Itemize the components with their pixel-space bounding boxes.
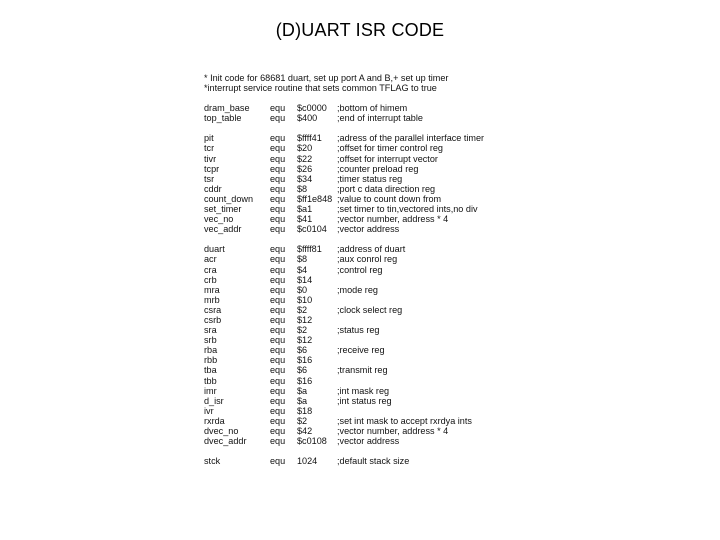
- symbol-value: $14: [297, 274, 313, 285]
- directive: equ: [270, 173, 286, 184]
- symbol-label: rba: [204, 345, 218, 356]
- code-line: [204, 406, 504, 416]
- directive: equ: [270, 143, 286, 154]
- symbol-label: mra: [204, 284, 220, 295]
- code-line: [204, 204, 504, 214]
- symbol-value: $34: [297, 173, 313, 184]
- directive: equ: [270, 395, 286, 406]
- directive: equ: [270, 193, 286, 204]
- directive: equ: [270, 284, 286, 295]
- directive: equ: [270, 325, 286, 336]
- line-comment: ;mode reg: [337, 284, 378, 295]
- symbol-label: cra: [204, 264, 217, 275]
- symbol-label: vec_no: [204, 214, 234, 225]
- code-line: [204, 456, 504, 466]
- symbol-label: set_timer: [204, 204, 242, 215]
- symbol-value: $12: [297, 335, 313, 346]
- code-line: [204, 103, 504, 113]
- code-line: [204, 396, 504, 406]
- group-gap: [204, 123, 504, 133]
- line-comment: ;value to count down from: [337, 193, 442, 204]
- symbol-label: dvec_addr: [204, 436, 247, 447]
- code-line: [204, 184, 504, 194]
- code-line: [204, 365, 504, 375]
- line-comment: ;default stack size: [337, 456, 410, 467]
- line-comment: ;offset for timer control reg: [337, 143, 443, 154]
- group-gap: [204, 234, 504, 244]
- code-line: [204, 315, 504, 325]
- symbol-value: $6: [297, 345, 308, 356]
- line-comment: ;vector number, address * 4: [337, 214, 449, 225]
- symbol-value: $20: [297, 143, 313, 154]
- group-gap: [204, 93, 504, 103]
- line-comment: ;offset for interrupt vector: [337, 153, 438, 164]
- directive: equ: [270, 133, 286, 144]
- line-comment: ;adress of the parallel interface timer: [337, 133, 485, 144]
- line-comment: ;int status reg: [337, 395, 392, 406]
- symbol-value: $2: [297, 325, 308, 336]
- directive: equ: [270, 456, 286, 467]
- symbol-value: $a1: [297, 204, 313, 215]
- symbol-value: $26: [297, 163, 313, 174]
- code-line: [204, 154, 504, 164]
- line-comment: ;end of interrupt table: [337, 113, 423, 124]
- line-comment: ;set int mask to accept rxrdya ints: [337, 415, 472, 426]
- symbol-value: $ffff41: [297, 133, 322, 144]
- symbol-label: acr: [204, 254, 217, 265]
- code-line: [204, 244, 504, 254]
- line-comment: ;counter preload reg: [337, 163, 419, 174]
- header-comment: * Init code for 68681 duart, set up port A and B,+ set up timer: [204, 73, 449, 83]
- group-gap: [204, 446, 504, 456]
- code-line: [204, 305, 504, 315]
- symbol-label: count_down: [204, 193, 254, 204]
- code-line: [204, 295, 504, 305]
- line-comment: [337, 315, 504, 325]
- symbol-value: $10: [297, 294, 313, 305]
- symbol-value: $12: [297, 314, 313, 325]
- line-comment: ;bottom of himem: [337, 103, 408, 114]
- code-line: [204, 355, 504, 365]
- code-line: [204, 285, 504, 295]
- directive: equ: [270, 426, 286, 436]
- directive: equ: [270, 335, 286, 346]
- symbol-label: rbb: [204, 355, 218, 366]
- directive: equ: [270, 355, 286, 366]
- symbol-value: $c0000: [297, 103, 327, 114]
- symbol-value: $a: [297, 385, 308, 396]
- symbol-label: tsr: [204, 173, 215, 184]
- symbol-label: srb: [204, 335, 217, 346]
- code-line: [204, 164, 504, 174]
- slide-title: (D)UART ISR CODE: [275, 20, 445, 40]
- code-line: [204, 426, 504, 436]
- symbol-label: tcpr: [204, 163, 220, 174]
- symbol-value: $8: [297, 254, 308, 265]
- code-line: [204, 174, 504, 184]
- symbol-label: ivr: [204, 405, 214, 416]
- symbol-label: d_isr: [204, 395, 224, 406]
- directive: equ: [270, 113, 286, 124]
- symbol-label: imr: [204, 385, 217, 396]
- line-comment: ;receive reg: [337, 345, 385, 356]
- line-comment: ;address of duart: [337, 244, 406, 255]
- directive: equ: [270, 304, 286, 315]
- line-comment: ;vector address: [337, 224, 400, 235]
- symbol-label: rxrda: [204, 415, 225, 426]
- directive: equ: [270, 415, 286, 426]
- symbol-label: dram_base: [204, 103, 250, 114]
- symbol-value: $8: [297, 183, 308, 194]
- directive: equ: [270, 314, 286, 325]
- line-comment: ;set timer to tin,vectored ints,no div: [337, 204, 478, 215]
- directive: equ: [270, 375, 286, 386]
- symbol-value: $42: [297, 426, 313, 436]
- line-comment: ;transmit reg: [337, 365, 388, 376]
- symbol-value: 1024: [297, 456, 318, 467]
- symbol-label: vec_addr: [204, 224, 242, 235]
- line-comment: ;status reg: [337, 325, 380, 336]
- symbol-label: tba: [204, 365, 217, 376]
- code-line: [204, 133, 504, 143]
- symbol-label: tbb: [204, 375, 217, 386]
- symbol-value: $6: [297, 365, 308, 376]
- code-line: [204, 436, 504, 446]
- directive: equ: [270, 294, 286, 305]
- code-line: [204, 335, 504, 345]
- code-line: [204, 113, 504, 123]
- directive: equ: [270, 153, 286, 164]
- line-comment: ;vector number, address * 4: [337, 426, 449, 436]
- code-line: [204, 325, 504, 335]
- symbol-label: tivr: [204, 153, 217, 164]
- symbol-value: $22: [297, 153, 313, 164]
- symbol-label: cddr: [204, 183, 222, 194]
- line-comment: ;timer status reg: [337, 173, 403, 184]
- symbol-label: sra: [204, 325, 217, 336]
- line-comment: [337, 335, 504, 345]
- symbol-value: $0: [297, 284, 308, 295]
- code-line: [204, 194, 504, 204]
- symbol-label: tcr: [204, 143, 215, 154]
- line-comment: ;control reg: [337, 264, 383, 275]
- symbol-value: $c0104: [297, 224, 327, 235]
- directive: equ: [270, 244, 286, 255]
- code-line: [204, 345, 504, 355]
- symbol-label: stck: [204, 456, 221, 467]
- code-listing: [204, 73, 504, 466]
- directive: equ: [270, 436, 286, 447]
- line-comment: [337, 355, 504, 365]
- line-comment: [337, 406, 504, 416]
- symbol-value: $16: [297, 375, 313, 386]
- line-comment: [337, 295, 504, 305]
- directive: equ: [270, 254, 286, 265]
- code-line: [204, 416, 504, 426]
- directive: equ: [270, 264, 286, 275]
- symbol-value: $16: [297, 355, 313, 366]
- directive: equ: [270, 405, 286, 416]
- code-line: [204, 143, 504, 153]
- directive: equ: [270, 224, 286, 235]
- directive: equ: [270, 365, 286, 376]
- symbol-value: $400: [297, 113, 318, 124]
- symbol-label: mrb: [204, 294, 220, 305]
- symbol-value: $18: [297, 405, 313, 416]
- line-comment: [337, 376, 504, 386]
- code-line: [204, 265, 504, 275]
- symbol-label: dvec_no: [204, 426, 239, 436]
- line-comment: ;port c data direction reg: [337, 183, 436, 194]
- symbol-label: csra: [204, 304, 222, 315]
- symbol-value: $4: [297, 264, 308, 275]
- symbol-value: $ff1e848: [297, 193, 333, 204]
- symbol-value: $a: [297, 395, 308, 406]
- line-comment: ;aux conrol reg: [337, 254, 398, 265]
- code-line: [204, 386, 504, 396]
- symbol-label: top_table: [204, 113, 242, 124]
- directive: equ: [270, 274, 286, 285]
- line-comment: ;int mask reg: [337, 385, 390, 396]
- header-comment: *interrupt service routine that sets common TFLAG to true: [204, 83, 437, 94]
- symbol-label: crb: [204, 274, 217, 285]
- code-line: [204, 224, 504, 234]
- directive: equ: [270, 103, 286, 114]
- directive: equ: [270, 183, 286, 194]
- symbol-value: $41: [297, 214, 313, 225]
- symbol-label: duart: [204, 244, 225, 255]
- directive: equ: [270, 214, 286, 225]
- symbol-value: $ffff81: [297, 244, 322, 255]
- directive: equ: [270, 385, 286, 396]
- line-comment: ;clock select reg: [337, 304, 403, 315]
- line-comment: [337, 275, 504, 285]
- directive: equ: [270, 204, 286, 215]
- symbol-value: $c0108: [297, 436, 327, 447]
- code-line: [204, 376, 504, 386]
- directive: equ: [270, 345, 286, 356]
- symbol-value: $2: [297, 415, 308, 426]
- symbol-label: pit: [204, 133, 214, 144]
- code-line: [204, 254, 504, 264]
- code-line: [204, 275, 504, 285]
- directive: equ: [270, 163, 286, 174]
- code-line: [204, 214, 504, 224]
- symbol-value: $2: [297, 304, 308, 315]
- line-comment: ;vector address: [337, 436, 400, 447]
- symbol-label: csrb: [204, 314, 222, 325]
